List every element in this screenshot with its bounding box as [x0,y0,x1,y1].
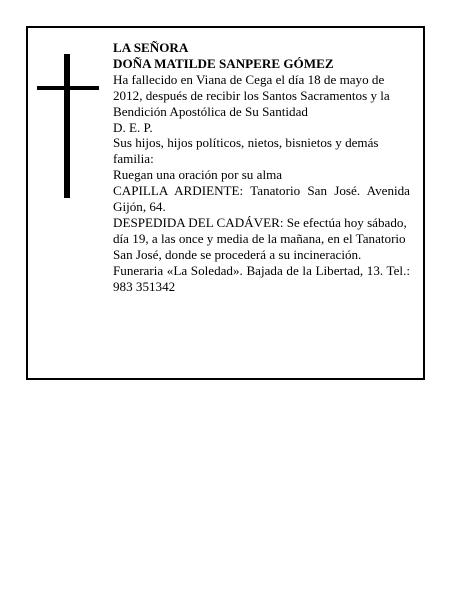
obituary-heading: LA SEÑORA [113,40,189,55]
prayer-request: Ruegan una oración por su alma [113,167,283,183]
cross-vertical-bar [64,54,70,198]
chapel-notice: CAPILLA ARDIENTE: Tanatorio San José. Avenida Gijón, 64. [113,183,410,215]
cross-icon [37,54,99,198]
obituary-text [113,40,410,295]
rip-abbreviation: D. E. P. [113,119,153,135]
death-notice: Ha fallecido en Viana de Cega el día 18 de mayo de 2012, después de recibir los Santos Sacramentos y la Bendición Apostólica de Su Santidad [113,71,390,119]
deceased-name: DOÑA MATILDE SANPERE GÓMEZ [113,55,334,71]
family-notice: Sus hijos, hijos políticos, nietos, bisnietos y demás familia: [113,135,379,167]
funeral-home-notice: Funeraria «La Soledad». Bajada de la Libertad, 13. Tel.: 983 351342 [113,262,410,294]
farewell-notice: DESPEDIDA DEL CADÁVER: Se efectúa hoy sábado, día 19, a las once y media de la mañana, en el Tanatorio San José, donde se procederá a su incineración. [113,214,407,262]
cross-horizontal-bar [37,86,99,90]
